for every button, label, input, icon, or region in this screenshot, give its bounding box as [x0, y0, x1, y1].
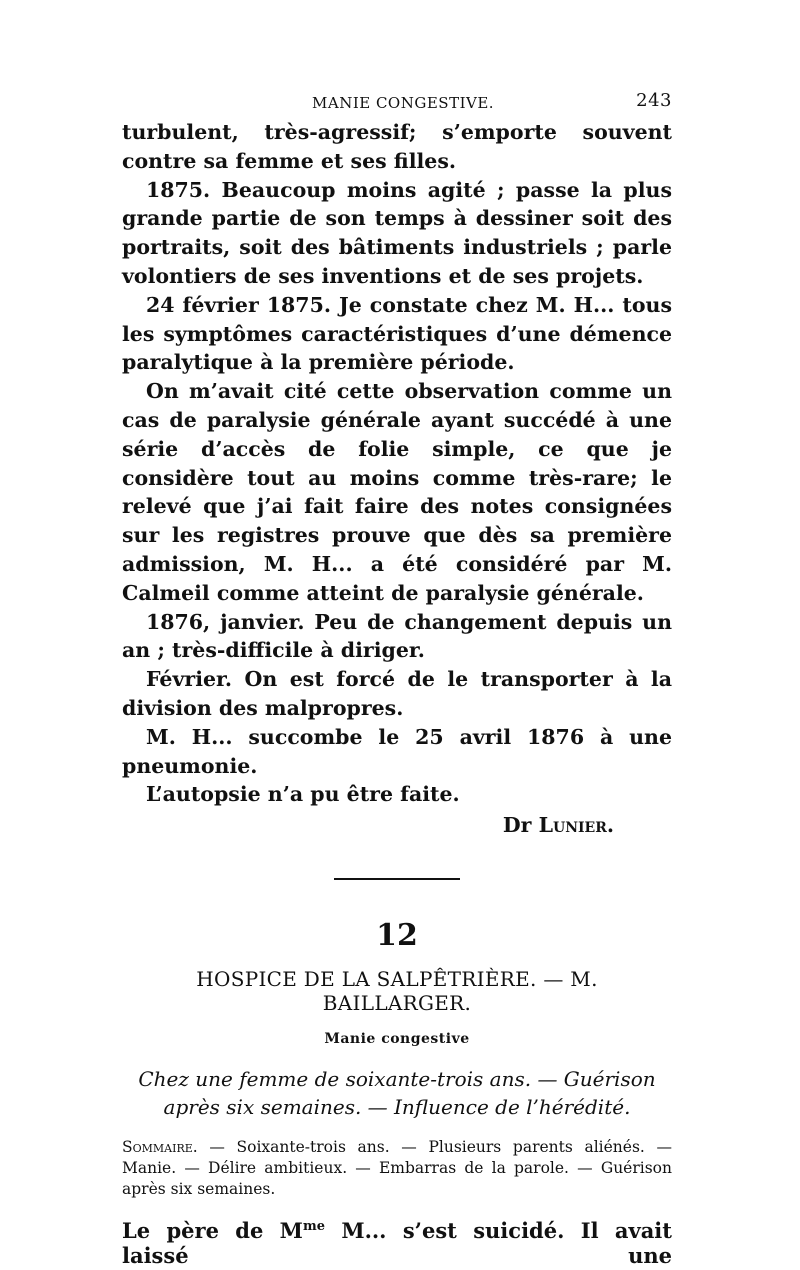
closing-line	[122, 1218, 672, 1268]
section-number: 12	[376, 917, 418, 953]
closing-end: M... s’est suicidé. Il avait laissé une	[122, 1217, 672, 1268]
paragraph-autopsy: L’autopsie n’a pu être faite.	[146, 782, 460, 807]
paragraph-continuation: turbulent, très-agressif; s’emporte souvent contre sa femme et ses filles.	[122, 120, 672, 173]
paragraph-february-1875: 24 février 1875. Je constate chez M. H... tous les symptômes caractéristiques d’une démence paralytique à la première période.	[122, 292, 672, 375]
signature-name: Lunier.	[538, 813, 614, 838]
paragraph-observation-note: On m’avait cité cette observation comme un cas de paralysie générale ayant succédé à une série d’accès de folie simple, ce que je considère tout au moins comme très-rare; le relevé que j’ai fait faire des notes consignées sur les registres prouve que dès sa première admission, M. H... a été considéré par M. Calmeil comme atteint de paralysie générale.	[122, 379, 672, 605]
case-summary	[122, 1137, 672, 1200]
author-signature	[122, 811, 672, 840]
paragraph-february: Février. On est forcé de le transporter à la division des malpropres.	[122, 667, 672, 720]
running-head	[122, 88, 672, 118]
summary-text: — Soixante-trois ans. — Plusieurs parents aliénés. — Manie. — Délire ambitieux. — Embarras de la parole. — Guérison après six semaines.	[122, 1137, 672, 1198]
case-subtitle: Manie congestive	[324, 1030, 470, 1047]
running-title: MANIE CONGESTIVE.	[312, 94, 495, 112]
observation-text	[122, 118, 672, 840]
paragraph-1875: 1875. Beaucoup moins agité ; passe la plus grande partie de son temps à dessiner soit des portraits, soit des bâtiments industriels ; parle volontiers de ses inventions et de ses projets.	[122, 177, 672, 288]
section-divider	[334, 878, 460, 880]
case-description: Chez une femme de soixante-trois ans. — Guérison après six semaines. — Influence de l’hérédité.	[138, 1066, 656, 1119]
hospice-heading: HOSPICE DE LA SALPÊTRIÈRE. — M. BAILLARGER.	[196, 966, 598, 1015]
page-number: 243	[636, 90, 672, 111]
summary-label: Sommaire.	[122, 1137, 198, 1156]
closing-superscript: me	[302, 1218, 325, 1234]
paragraph-death: M. H... succombe le 25 avril 1876 à une pneumonie.	[122, 724, 672, 778]
closing-start: Le père de M	[122, 1217, 303, 1243]
signature-title: Dr	[502, 813, 532, 838]
paragraph-1876-january: 1876, janvier. Peu de changement depuis un an ; très-difficile à diriger.	[122, 609, 672, 663]
book-page	[122, 88, 672, 1268]
